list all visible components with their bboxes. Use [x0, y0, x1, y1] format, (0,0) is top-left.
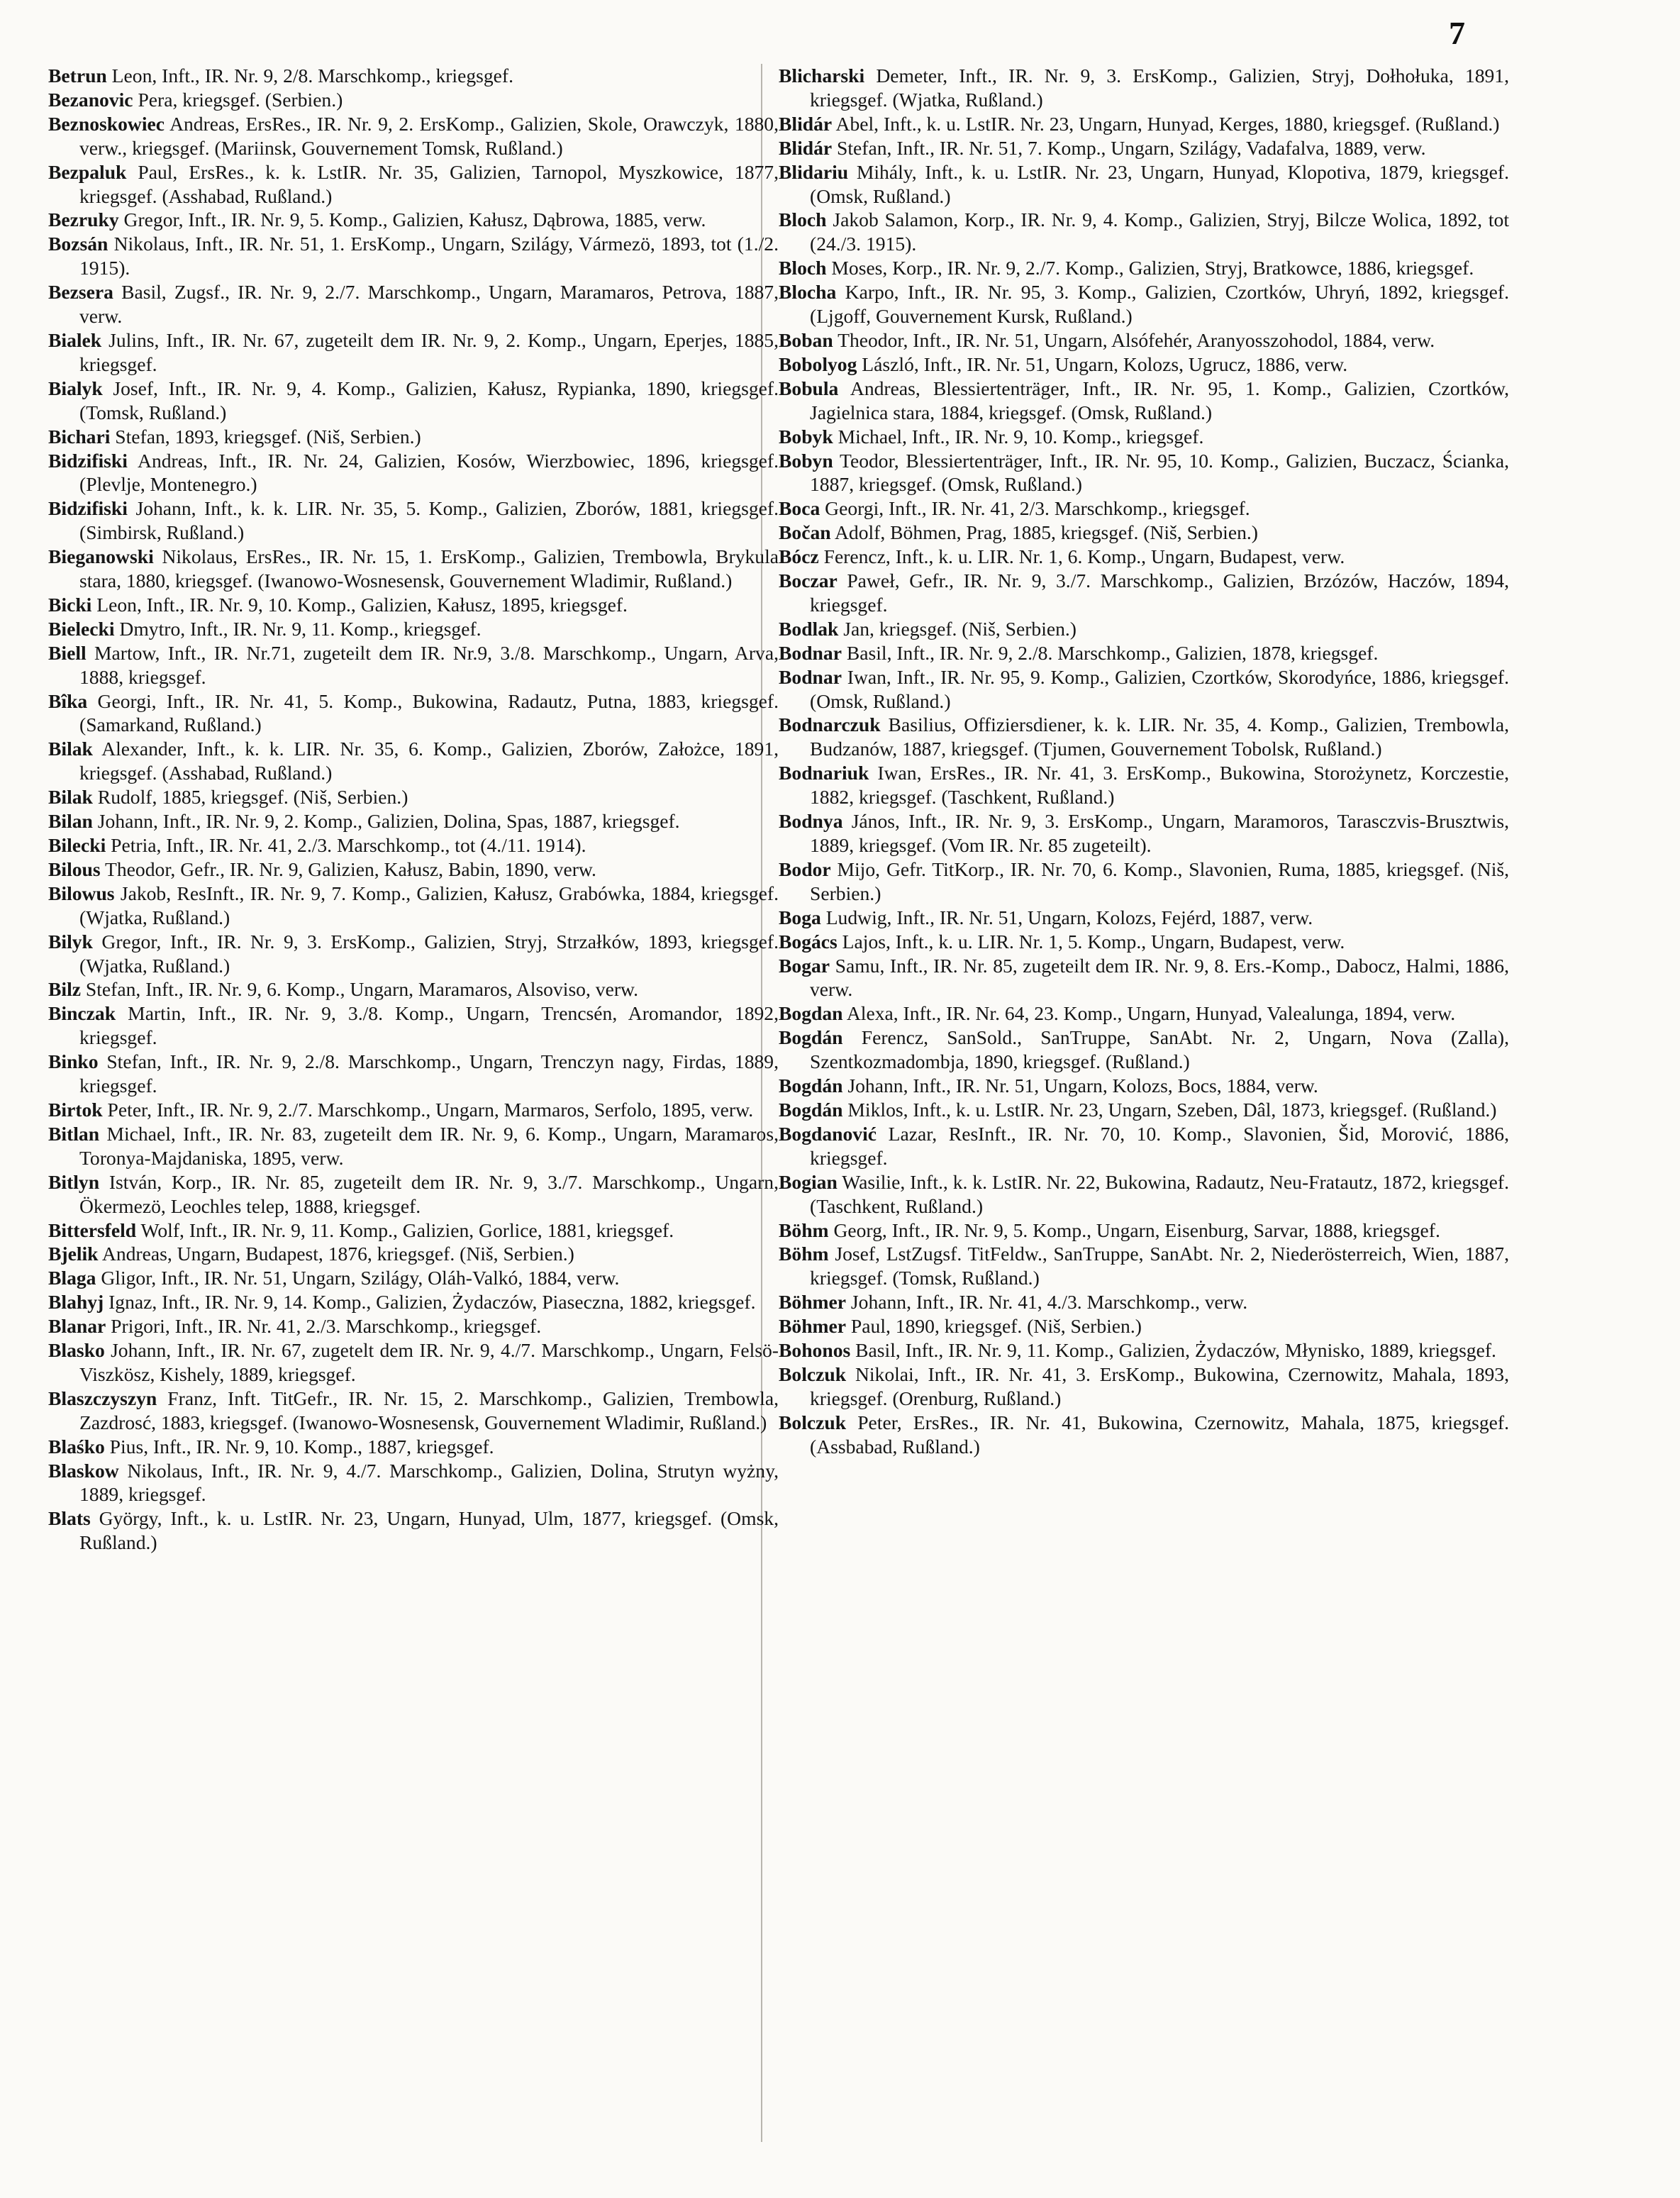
entry-details: Basilius, Offiziersdiener, k. k. LIR. Nr. 35, 4. Komp., Galizien, Trembowla, Budzanów, 1887, kriegsgef. (Tjumen, Gouvernement Tobolsk, Rußland.): [810, 714, 1509, 760]
entry-surname: Bobula: [779, 377, 839, 399]
entry-surname: Blaśko: [48, 1435, 105, 1458]
entry-details: Nikolaus, Inft., IR. Nr. 9, 4./7. Marschkomp., Galizien, Dolina, Strutyn wyżny, 1889, kriegsgef.: [79, 1459, 779, 1506]
register-entry: [779, 1001, 1509, 1026]
entry-surname: Bilan: [48, 810, 93, 833]
entry-surname: Bočan: [779, 521, 831, 544]
entry-surname: Boban: [779, 328, 833, 351]
entry-details: Gregor, Inft., IR. Nr. 9, 3. ErsKomp., Galizien, Stryj, Strzałków, 1893, kriegsgef. (Wjatka, Rußland.): [79, 930, 779, 977]
register-entry: [48, 88, 779, 112]
register-entry: [779, 1338, 1509, 1362]
register-entry: [779, 809, 1509, 857]
entry-surname: Bicki: [48, 593, 92, 616]
entry-surname: Bezpaluk: [48, 160, 127, 183]
register-entry: [48, 1242, 779, 1266]
entry-details: Mijo, Gefr. TitKorp., IR. Nr. 70, 6. Komp., Slavonien, Ruma, 1885, kriegsgef. (Niš, Serbien.): [810, 857, 1509, 904]
entry-details: Andreas, ErsRes., IR. Nr. 9, 2. ErsKomp., Galizien, Skole, Orawczyk, 1880, verw., kriegsgef. (Mariinsk, Gouvernement Tomsk, Rußland.): [79, 112, 779, 159]
entry-surname: Bohonos: [779, 1339, 851, 1362]
register-entry: [48, 737, 779, 785]
register-entry: [779, 112, 1509, 136]
register-entry: [779, 1314, 1509, 1338]
register-entry: [48, 1266, 779, 1290]
entry-details: Theodor, Gefr., IR. Nr. 9, Galizien, Kałusz, Babin, 1890, verw.: [100, 857, 596, 880]
entry-details: Jan, kriegsgef. (Niš, Serbien.): [838, 617, 1077, 640]
entry-details: Johann, Inft., IR. Nr. 41, 4./3. Marschkomp., verw.: [846, 1291, 1248, 1314]
entry-details: Wolf, Inft., IR. Nr. 9, 11. Komp., Galizien, Gorlice, 1881, kriegsgef.: [136, 1219, 674, 1241]
register-entry: [48, 208, 779, 232]
entry-details: Georg, Inft., IR. Nr. 9, 5. Komp., Ungarn, Eisenburg, Sarvar, 1888, kriegsgef.: [828, 1219, 1440, 1241]
register-entry: [779, 136, 1509, 160]
entry-details: Michael, Inft., IR. Nr. 9, 10. Komp., kriegsgef.: [833, 425, 1204, 448]
entry-surname: Bilz: [48, 978, 81, 1001]
entry-details: Iwan, ErsRes., IR. Nr. 41, 3. ErsKomp., Bukowina, Storożynetz, Korczestie, 1882, kriegsgef. (Taschkent, Rußland.): [810, 762, 1509, 809]
register-entry: [779, 377, 1509, 425]
register-entry: [779, 353, 1509, 377]
entry-surname: Bjelik: [48, 1243, 99, 1265]
register-entry: [779, 496, 1509, 521]
entry-details: Jakob Salamon, Korp., IR. Nr. 9, 4. Komp., Galizien, Stryj, Bilcze Wolica, 1892, tot (24./3. 1915).: [810, 209, 1509, 255]
entry-surname: Boga: [779, 906, 821, 928]
entry-details: Martow, Inft., IR. Nr.71, zugeteilt dem IR. Nr.9, 3./8. Marschkomp., Ungarn, Arva, 1888, kriegsgef.: [79, 641, 779, 688]
entry-details: Peter, Inft., IR. Nr. 9, 2./7. Marschkomp., Ungarn, Marmaros, Serfolo, 1895, verw.: [102, 1098, 754, 1121]
register-entry: [779, 665, 1509, 714]
register-entry: [779, 256, 1509, 280]
register-entry: [48, 1387, 779, 1435]
entry-surname: Blasko: [48, 1339, 105, 1362]
entry-surname: Bialyk: [48, 377, 103, 399]
page-number: 7: [1449, 15, 1465, 51]
entry-surname: Bozsán: [48, 233, 109, 255]
entry-details: Basil, Zugsf., IR. Nr. 9, 2./7. Marschkomp., Ungarn, Maramaros, Petrova, 1887, verw.: [79, 281, 779, 328]
entry-surname: Bócz: [779, 545, 819, 568]
register-entry: [779, 1290, 1509, 1314]
entry-surname: Bilecki: [48, 834, 106, 856]
register-entry: [779, 1242, 1509, 1290]
entry-details: Georgi, Inft., IR. Nr. 41, 5. Komp., Bukowina, Radautz, Putna, 1883, kriegsgef. (Samarkand, Rußland.): [79, 689, 779, 736]
entry-details: Paul, 1890, kriegsgef. (Niš, Serbien.): [846, 1315, 1142, 1338]
entry-surname: Bialek: [48, 328, 102, 351]
entry-surname: Blats: [48, 1507, 91, 1530]
entry-details: Johann, Inft., IR. Nr. 51, Ungarn, Kolozs, Bocs, 1884, verw.: [842, 1075, 1318, 1097]
register-entry: [779, 328, 1509, 353]
register-entry: [48, 160, 779, 209]
entry-details: Iwan, Inft., IR. Nr. 95, 9. Komp., Galizien, Czortków, Skorodyńce, 1886, kriegsgef. (Omsk, Rußland.): [810, 665, 1509, 712]
register-entry: [779, 280, 1509, 328]
entry-surname: Bodlak: [779, 617, 839, 640]
entry-surname: Böhmer: [779, 1315, 847, 1338]
entry-details: György, Inft., k. u. LstIR. Nr. 23, Ungarn, Hunyad, Ulm, 1877, kriegsgef. (Omsk, Rußland.): [79, 1507, 779, 1554]
entry-surname: Bitlan: [48, 1122, 100, 1145]
entry-surname: Bogdán: [779, 1026, 843, 1049]
entry-details: Demeter, Inft., IR. Nr. 9, 3. ErsKomp., Galizien, Stryj, Dołhołuka, 1891, kriegsgef. (Wjatka, Rußland.): [810, 65, 1509, 111]
entry-details: Lazar, ResInft., IR. Nr. 70, 10. Komp., Slavonien, Šid, Morović, 1886, kriegsgef.: [810, 1122, 1509, 1169]
entry-details: Nikolaus, ErsRes., IR. Nr. 15, 1. ErsKomp., Galizien, Trembowla, Brykula stara, 1880, kriegsgef. (Iwanowo-Wosnesensk, Gouvernement Wladimir, Rußland.): [79, 545, 779, 592]
entry-details: Pius, Inft., IR. Nr. 9, 10. Komp., 1887, kriegsgef.: [104, 1435, 494, 1458]
entry-details: Andreas, Ungarn, Budapest, 1876, kriegsgef. (Niš, Serbien.): [98, 1243, 574, 1265]
register-entry: [48, 641, 779, 689]
entry-details: Ludwig, Inft., IR. Nr. 51, Ungarn, Kolozs, Fejérd, 1887, verw.: [820, 906, 1313, 928]
entry-surname: Bogács: [779, 930, 838, 953]
entry-surname: Bolczuk: [779, 1411, 847, 1433]
entry-details: Teodor, Blessiertenträger, Inft., IR. Nr. 95, 10. Komp., Galizien, Buczacz, Ścianka, 1887, kriegsgef. (Omsk, Rußland.): [810, 449, 1509, 496]
entry-details: Basil, Inft., IR. Nr. 9, 11. Komp., Galizien, Żydaczów, Młynisko, 1889, kriegsgef.: [850, 1339, 1496, 1362]
register-entry: [48, 833, 779, 857]
entry-details: Lajos, Inft., k. u. LIR. Nr. 1, 5. Komp., Ungarn, Budapest, verw.: [837, 930, 1345, 953]
entry-surname: Bogdan: [779, 1002, 843, 1025]
entry-details: Prigori, Inft., IR. Nr. 41, 2./3. Marschkomp., kriegsgef.: [106, 1315, 542, 1338]
entry-details: Paweł, Gefr., IR. Nr. 9, 3./7. Marschkomp., Galizien, Brzózów, Haczów, 1894, kriegsgef.: [810, 570, 1509, 616]
entry-surname: Blaga: [48, 1267, 96, 1289]
entry-details: Mihály, Inft., k. u. LstIR. Nr. 23, Ungarn, Hunyad, Klopotiva, 1879, kriegsgef. (Omsk, Rußland.): [810, 160, 1509, 207]
register-entry: [779, 713, 1509, 761]
register-entry: [779, 954, 1509, 1002]
register-entry: [779, 160, 1509, 209]
entry-surname: Bilak: [48, 738, 93, 760]
register-entry: [48, 1219, 779, 1243]
entry-surname: Betrun: [48, 65, 107, 87]
register-entry: [779, 569, 1509, 617]
entry-details: Leon, Inft., IR. Nr. 9, 2/8. Marschkomp., kriegsgef.: [106, 65, 514, 87]
register-entry: [48, 882, 779, 930]
entry-surname: Bodor: [779, 857, 831, 880]
entry-details: János, Inft., IR. Nr. 9, 3. ErsKomp., Ungarn, Maramoros, Tarasczvis-Brusztwis, 1889, kriegsgef. (Vom IR. Nr. 85 zugeteilt).: [810, 810, 1509, 856]
register-entry: [48, 1314, 779, 1338]
entry-details: Stefan, 1893, kriegsgef. (Niš, Serbien.): [110, 425, 421, 448]
entry-surname: Boczar: [779, 570, 838, 592]
register-entry: [48, 545, 779, 593]
register-entry: [779, 906, 1509, 930]
register-entry: [48, 809, 779, 833]
entry-details: Andreas, Inft., IR. Nr. 24, Galizien, Kosów, Wierzbowiec, 1896, kriegsgef. (Plevlje, Montenegro.): [79, 449, 779, 496]
entry-surname: Blahyj: [48, 1291, 104, 1314]
register-entry: [48, 1506, 779, 1555]
register-entry: [779, 1219, 1509, 1243]
register-entry: [48, 232, 779, 280]
entry-details: Paul, ErsRes., k. k. LstIR. Nr. 35, Galizien, Tarnopol, Myszkowice, 1877, kriegsgef. (Asshabad, Rußland.): [79, 160, 779, 207]
register-entry: [779, 208, 1509, 256]
entry-details: Johann, Inft., k. k. LIR. Nr. 35, 5. Komp., Galizien, Zborów, 1881, kriegsgef. (Simbirsk, Rußland.): [79, 497, 779, 544]
entry-surname: Bogdán: [779, 1075, 843, 1097]
entry-surname: Bloch: [779, 209, 827, 231]
entry-details: Pera, kriegsgef. (Serbien.): [133, 88, 343, 111]
entry-details: Stefan, Inft., IR. Nr. 51, 7. Komp., Ungarn, Szilágy, Vadafalva, 1889, verw.: [832, 136, 1426, 159]
entry-surname: Bodnariuk: [779, 762, 869, 784]
entry-details: Petria, Inft., IR. Nr. 41, 2./3. Marschkomp., tot (4./11. 1914).: [106, 834, 586, 856]
register-entry: [48, 930, 779, 978]
entry-details: Adolf, Böhmen, Prag, 1885, kriegsgef. (Niš, Serbien.): [830, 521, 1258, 544]
entry-details: Samu, Inft., IR. Nr. 85, zugeteilt dem IR. Nr. 9, 8. Ers.-Komp., Dabocz, Halmi, 1886, verw.: [810, 954, 1509, 1001]
register-entry: [779, 449, 1509, 497]
entry-surname: Birtok: [48, 1098, 103, 1121]
entry-surname: Bielecki: [48, 617, 115, 640]
entry-surname: Bogdán: [779, 1098, 843, 1121]
register-entry: [779, 1074, 1509, 1098]
entry-surname: Böhm: [779, 1219, 829, 1241]
register-entry: [779, 857, 1509, 906]
entry-details: Ferencz, SanSold., SanTruppe, SanAbt. Nr. 2, Ungarn, Nova (Zalla), Szentkozmadombja, 1890, kriegsgef. (Rußland.): [810, 1026, 1509, 1073]
entry-details: Basil, Inft., IR. Nr. 9, 2./8. Marschkomp., Galizien, 1878, kriegsgef.: [841, 641, 1379, 664]
entry-details: Miklos, Inft., k. u. LstIR. Nr. 23, Ungarn, Szeben, Dâl, 1873, kriegsgef. (Rußland.): [842, 1098, 1497, 1121]
register-entry: [779, 545, 1509, 569]
entry-details: Gregor, Inft., IR. Nr. 9, 5. Komp., Galizien, Kałusz, Dąbrowa, 1885, verw.: [118, 209, 706, 231]
register-entry: [48, 449, 779, 497]
entry-surname: Bobyn: [779, 449, 833, 472]
entry-details: Nikolai, Inft., IR. Nr. 41, 3. ErsKomp., Bukowina, Czernowitz, Mahala, 1893, kriegsgef. (Orenburg, Rußland.): [810, 1362, 1509, 1409]
register-entry: [779, 425, 1509, 449]
entry-surname: Bogian: [779, 1170, 838, 1193]
entry-surname: Bilak: [48, 786, 93, 809]
entry-surname: Bogar: [779, 954, 830, 977]
entry-details: Johann, Inft., IR. Nr. 9, 2. Komp., Galizien, Dolina, Spas, 1887, kriegsgef.: [92, 810, 680, 833]
entry-details: Andreas, Blessiertenträger, Inft., IR. Nr. 95, 1. Komp., Galizien, Czortków, Jagielnica stara, 1884, kriegsgef. (Omsk, Rußland.): [810, 377, 1509, 423]
register-entry: [48, 1435, 779, 1459]
register-entry: [779, 617, 1509, 641]
register-entry: [48, 689, 779, 738]
entry-surname: Blaszczyszyn: [48, 1387, 157, 1409]
entry-details: Ignaz, Inft., IR. Nr. 9, 14. Komp., Galizien, Żydaczów, Piaseczna, 1882, kriegsgef.: [104, 1291, 756, 1314]
entry-surname: Bobyk: [779, 425, 833, 448]
register-entry: [779, 1170, 1509, 1219]
entry-surname: Blaskow: [48, 1459, 119, 1482]
entry-details: Stefan, Inft., IR. Nr. 9, 6. Komp., Ungarn, Maramaros, Alsoviso, verw.: [81, 978, 639, 1001]
register-entry: [48, 1122, 779, 1170]
register-entry: [48, 1050, 779, 1098]
entry-details: Martin, Inft., IR. Nr. 9, 3./8. Komp., Ungarn, Trencsén, Aromandor, 1892, kriegsgef.: [79, 1002, 779, 1049]
register-entry: [48, 1290, 779, 1314]
register-entry: [48, 1098, 779, 1122]
register-entry: [48, 1459, 779, 1507]
entry-details: Jakob, ResInft., IR. Nr. 9, 7. Komp., Galizien, Kałusz, Grabówka, 1884, kriegsgef. (Wjatka, Rußland.): [79, 882, 779, 928]
register-entry: [779, 1098, 1509, 1122]
register-entry: [48, 593, 779, 617]
register-entry: [779, 761, 1509, 809]
entry-details: Josef, LstZugsf. TitFeldw., SanTruppe, SanAbt. Nr. 2, Niederösterreich, Wien, 1887, kriegsgef. (Tomsk, Rußland.): [810, 1243, 1509, 1289]
entry-surname: Bilous: [48, 857, 101, 880]
register-entry: [48, 64, 779, 88]
entry-surname: Bilyk: [48, 930, 93, 953]
entry-details: Julins, Inft., IR. Nr. 67, zugeteilt dem IR. Nr. 9, 2. Komp., Ungarn, Eperjes, 1885, kriegsgef.: [79, 328, 779, 375]
entry-details: Franz, Inft. TitGefr., IR. Nr. 15, 2. Marschkomp., Galizien, Trembowla, Zazdrosć, 1883, kriegsgef. (Iwanowo-Wosnesensk, Gouvernement Wladimir, Rußland.): [79, 1387, 779, 1433]
entry-surname: Bodnya: [779, 810, 843, 833]
entry-surname: Blocha: [779, 281, 837, 304]
entry-surname: Bichari: [48, 425, 111, 448]
entry-surname: Bezruky: [48, 209, 119, 231]
register-entry: [48, 280, 779, 328]
entry-surname: Blidariu: [779, 160, 849, 183]
entry-surname: Bodnar: [779, 641, 842, 664]
entry-surname: Böhm: [779, 1243, 829, 1265]
register-entry: [48, 1170, 779, 1219]
entry-surname: Bîka: [48, 689, 88, 712]
entry-surname: Blidár: [779, 112, 833, 135]
entry-surname: Bitlyn: [48, 1170, 100, 1193]
entry-surname: Binko: [48, 1050, 99, 1073]
entry-surname: Blidár: [779, 136, 833, 159]
register-entry: [48, 1338, 779, 1387]
entry-surname: Blanar: [48, 1315, 106, 1338]
left-column: [48, 64, 779, 1555]
entry-surname: Blicharski: [779, 65, 865, 87]
register-entry: [779, 1122, 1509, 1170]
entry-details: Moses, Korp., IR. Nr. 9, 2./7. Komp., Galizien, Stryj, Bratkowce, 1886, kriegsgef.: [826, 257, 1474, 279]
register-entry: [48, 857, 779, 882]
entry-details: Alexa, Inft., IR. Nr. 64, 23. Komp., Ungarn, Hunyad, Valealunga, 1894, verw.: [842, 1002, 1456, 1025]
entry-surname: Bolczuk: [779, 1362, 847, 1385]
entry-surname: Bobolyog: [779, 353, 857, 375]
entry-details: Leon, Inft., IR. Nr. 9, 10. Komp., Galizien, Kałusz, 1895, kriegsgef.: [91, 593, 628, 616]
entry-details: Johann, Inft., IR. Nr. 67, zugetelt dem IR. Nr. 9, 4./7. Marschkomp., Ungarn, Felsö-Viszkösz, Kishely, 1889, kriegsgef.: [79, 1339, 779, 1385]
entry-details: Karpo, Inft., IR. Nr. 95, 3. Komp., Galizien, Czortków, Uhryń, 1892, kriegsgef. (Ljgoff, Gouvernement Kursk, Rußland.): [810, 281, 1509, 328]
register-entry: [48, 617, 779, 641]
register-entry: [48, 377, 779, 425]
entry-surname: Bittersfeld: [48, 1219, 137, 1241]
entry-details: István, Korp., IR. Nr. 85, zugeteilt dem IR. Nr. 9, 3./7. Marschkomp., Ungarn, Ökermezö, Leochles telep, 1888, kriegsgef.: [79, 1170, 779, 1217]
entry-surname: Bidzifiski: [48, 449, 128, 472]
entry-surname: Boca: [779, 497, 820, 520]
entry-details: Gligor, Inft., IR. Nr. 51, Ungarn, Szilágy, Oláh-Valkó, 1884, verw.: [96, 1267, 620, 1289]
entry-surname: Biell: [48, 641, 87, 664]
register-entry: [779, 64, 1509, 112]
entry-surname: Böhmer: [779, 1291, 847, 1314]
register-entry: [779, 521, 1509, 545]
register-entry: [779, 1026, 1509, 1074]
entry-surname: Bogdanović: [779, 1122, 877, 1145]
entry-details: Peter, ErsRes., IR. Nr. 41, Bukowina, Czernowitz, Mahala, 1875, kriegsgef. (Assbabad, Rußland.): [810, 1411, 1509, 1458]
entry-surname: Bodnar: [779, 665, 842, 688]
entry-details: Stefan, Inft., IR. Nr. 9, 2./8. Marschkomp., Ungarn, Trenczyn nagy, Firdas, 1889, kriegsgef.: [79, 1050, 779, 1097]
entry-details: Dmytro, Inft., IR. Nr. 9, 11. Komp., kriegsgef.: [114, 617, 482, 640]
entry-details: Georgi, Inft., IR. Nr. 41, 2/3. Marschkomp., kriegsgef.: [820, 497, 1250, 520]
register-entry: [48, 425, 779, 449]
entry-details: Abel, Inft., k. u. LstIR. Nr. 23, Ungarn, Hunyad, Kerges, 1880, kriegsgef. (Rußland.): [832, 112, 1500, 135]
entry-surname: Bloch: [779, 257, 827, 279]
entry-surname: Binczak: [48, 1002, 116, 1025]
register-entry: [48, 112, 779, 160]
register-entry: [779, 1362, 1509, 1411]
entry-details: Rudolf, 1885, kriegsgef. (Niš, Serbien.): [92, 786, 408, 809]
entry-surname: Bidzifiski: [48, 497, 128, 520]
register-entry: [48, 977, 779, 1001]
entry-details: Josef, Inft., IR. Nr. 9, 4. Komp., Galizien, Kałusz, Rypianka, 1890, kriegsgef. (Tomsk, Rußland.): [79, 377, 779, 423]
entry-details: Michael, Inft., IR. Nr. 83, zugeteilt dem IR. Nr. 9, 6. Komp., Ungarn, Maramaros, Toronya-Majdaniska, 1895, verw.: [79, 1122, 779, 1169]
entry-surname: Bilowus: [48, 882, 115, 904]
register-entry: [48, 785, 779, 809]
register-entry: [779, 641, 1509, 665]
entry-surname: Bezsera: [48, 281, 113, 304]
register-entry: [779, 1411, 1509, 1459]
entry-surname: Bieganowski: [48, 545, 154, 568]
entry-surname: Beznoskowiec: [48, 112, 165, 135]
entry-details: Ferencz, Inft., k. u. LIR. Nr. 1, 6. Komp., Ungarn, Budapest, verw.: [818, 545, 1345, 568]
entry-surname: Bodnarczuk: [779, 714, 881, 736]
entry-details: Wasilie, Inft., k. k. LstIR. Nr. 22, Bukowina, Radautz, Neu-Fratautz, 1872, kriegsgef. (Taschkent, Rußland.): [810, 1170, 1509, 1217]
right-column: [779, 64, 1509, 1459]
register-entry: [48, 496, 779, 545]
entry-details: Alexander, Inft., k. k. LIR. Nr. 35, 6. Komp., Galizien, Zborów, Założce, 1891, kriegsgef. (Asshabad, Rußland.): [79, 738, 779, 784]
entry-surname: Bezanovic: [48, 88, 133, 111]
register-entry: [779, 930, 1509, 954]
entry-details: Theodor, Inft., IR. Nr. 51, Ungarn, Alsófehér, Aranyosszohodol, 1884, verw.: [833, 328, 1435, 351]
register-entry: [48, 1001, 779, 1050]
entry-details: Nikolaus, Inft., IR. Nr. 51, 1. ErsKomp., Ungarn, Szilágy, Vármezö, 1893, tot (1./2. 1915).: [79, 233, 779, 279]
register-entry: [48, 328, 779, 377]
entry-details: László, Inft., IR. Nr. 51, Ungarn, Kolozs, Ugrucz, 1886, verw.: [857, 353, 1348, 375]
